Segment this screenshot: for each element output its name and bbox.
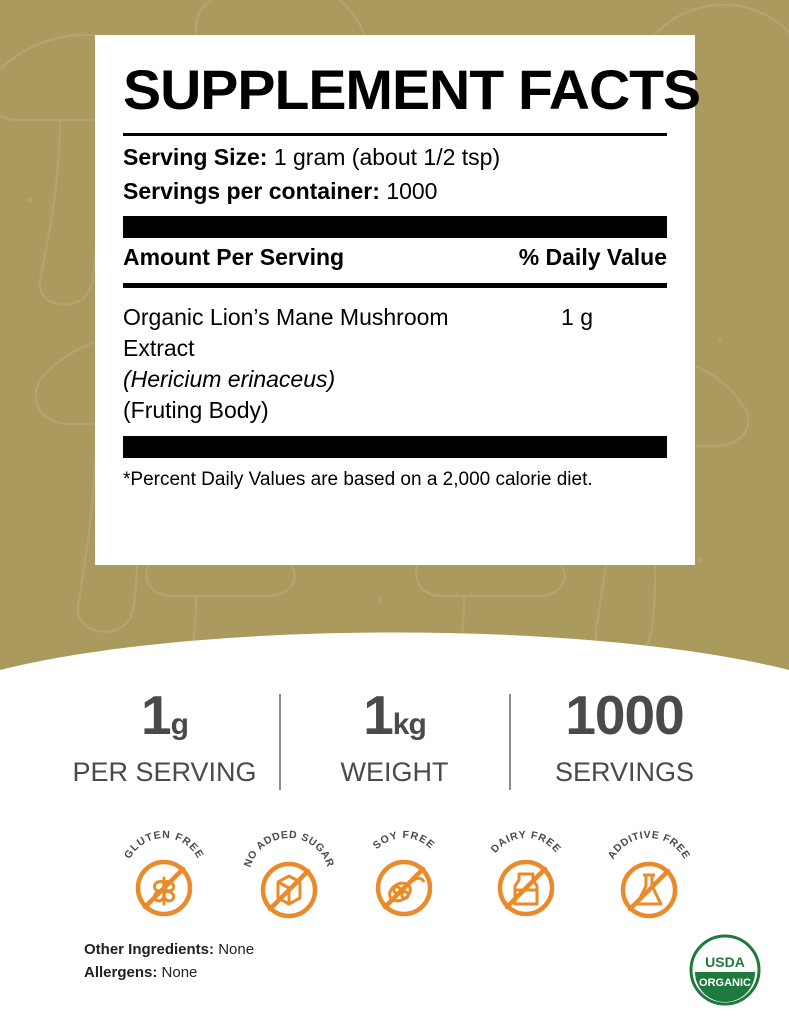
supplement-facts-panel	[95, 35, 701, 565]
stat-divider	[279, 694, 281, 790]
stat-number: 1	[363, 684, 393, 746]
stat-value-weight	[295, 686, 495, 754]
badge-dairy-free	[474, 820, 563, 920]
heavy-bar-bottom	[123, 436, 667, 458]
stat-number: 1000	[565, 684, 684, 746]
stat-value-servings	[525, 686, 725, 754]
allergens-value: None	[161, 964, 198, 981]
stat-weight	[295, 686, 495, 788]
badge-label-additive-free: ADDITIVE FREE	[605, 828, 692, 862]
daily-value-header: % Daily Value	[518, 244, 667, 270]
stat-label-per-serving: PER SERVING	[72, 757, 257, 787]
other-ingredients-value: None	[218, 941, 255, 958]
stat-unit: g	[170, 708, 188, 741]
badge-row	[0, 820, 789, 920]
servings-per-container-row	[123, 176, 667, 206]
daily-value-footnote: *Percent Daily Values are based on a 2,000 calorie diet.	[123, 469, 593, 490]
stats-row	[0, 686, 789, 790]
stat-number: 1	[141, 684, 171, 746]
badge-soy-free	[354, 820, 436, 920]
ingredient-name: Organic Lion’s Mane Mushroom Extract	[123, 304, 449, 361]
usda-seal-line2: ORGANIC	[699, 977, 751, 989]
serving-size-row	[123, 142, 667, 172]
usda-organic-seal	[689, 934, 761, 1006]
servings-per-container-value: 1000	[386, 178, 438, 204]
ingredient-name-cell	[123, 302, 453, 426]
table-header-row	[123, 238, 667, 277]
page-title: SUPPLEMENT FACTS	[123, 58, 701, 121]
svg-text:GLUTEN FREE	[121, 829, 205, 861]
servings-per-container-label: Servings per container:	[123, 178, 380, 204]
badge-label-no-added-sugar: NO ADDED SUGAR	[241, 828, 336, 869]
badge-gluten-free	[114, 820, 206, 920]
stat-servings	[525, 686, 725, 788]
other-ingredients-row	[84, 938, 254, 961]
allergens-label: Allergens:	[84, 964, 158, 981]
amount-per-serving-header: Amount Per Serving	[123, 244, 345, 270]
badge-no-added-sugar	[234, 820, 336, 920]
stat-label-servings: SERVINGS	[554, 757, 695, 787]
badge-additive-free	[594, 820, 692, 920]
badge-label-soy-free: SOY FREE	[370, 828, 437, 852]
header-divider	[123, 283, 667, 288]
svg-text:SOY FREE	[370, 829, 437, 852]
serving-size-label: Serving Size:	[123, 144, 268, 170]
stat-divider	[509, 694, 511, 790]
ingredient-latin-name: (Hericium erinaceus)	[123, 366, 336, 392]
stat-unit: kg	[392, 708, 426, 741]
ingredient-part: (Fruting Body)	[123, 397, 269, 423]
svg-text:ADDITIVE FREE	[605, 829, 692, 861]
badge-label-gluten-free: GLUTEN FREE	[121, 828, 206, 862]
footer-info	[84, 938, 254, 984]
badge-label-dairy-free: DAIRY FREE	[488, 828, 563, 856]
serving-size-value: 1 gram (about 1/2 tsp)	[273, 144, 501, 170]
allergens-row	[84, 961, 254, 984]
svg-text:DAIRY FREE	[488, 829, 563, 856]
stat-label-weight: WEIGHT	[340, 757, 449, 787]
heavy-bar-top	[123, 216, 667, 238]
other-ingredients-label: Other Ingredients:	[84, 941, 215, 958]
ingredient-amount: 1 g	[561, 304, 593, 330]
stat-per-serving	[65, 686, 265, 788]
title-divider	[123, 133, 667, 136]
table-row	[123, 294, 667, 428]
usda-seal-line1: USDA	[705, 954, 745, 970]
stat-value-per-serving	[65, 686, 265, 754]
